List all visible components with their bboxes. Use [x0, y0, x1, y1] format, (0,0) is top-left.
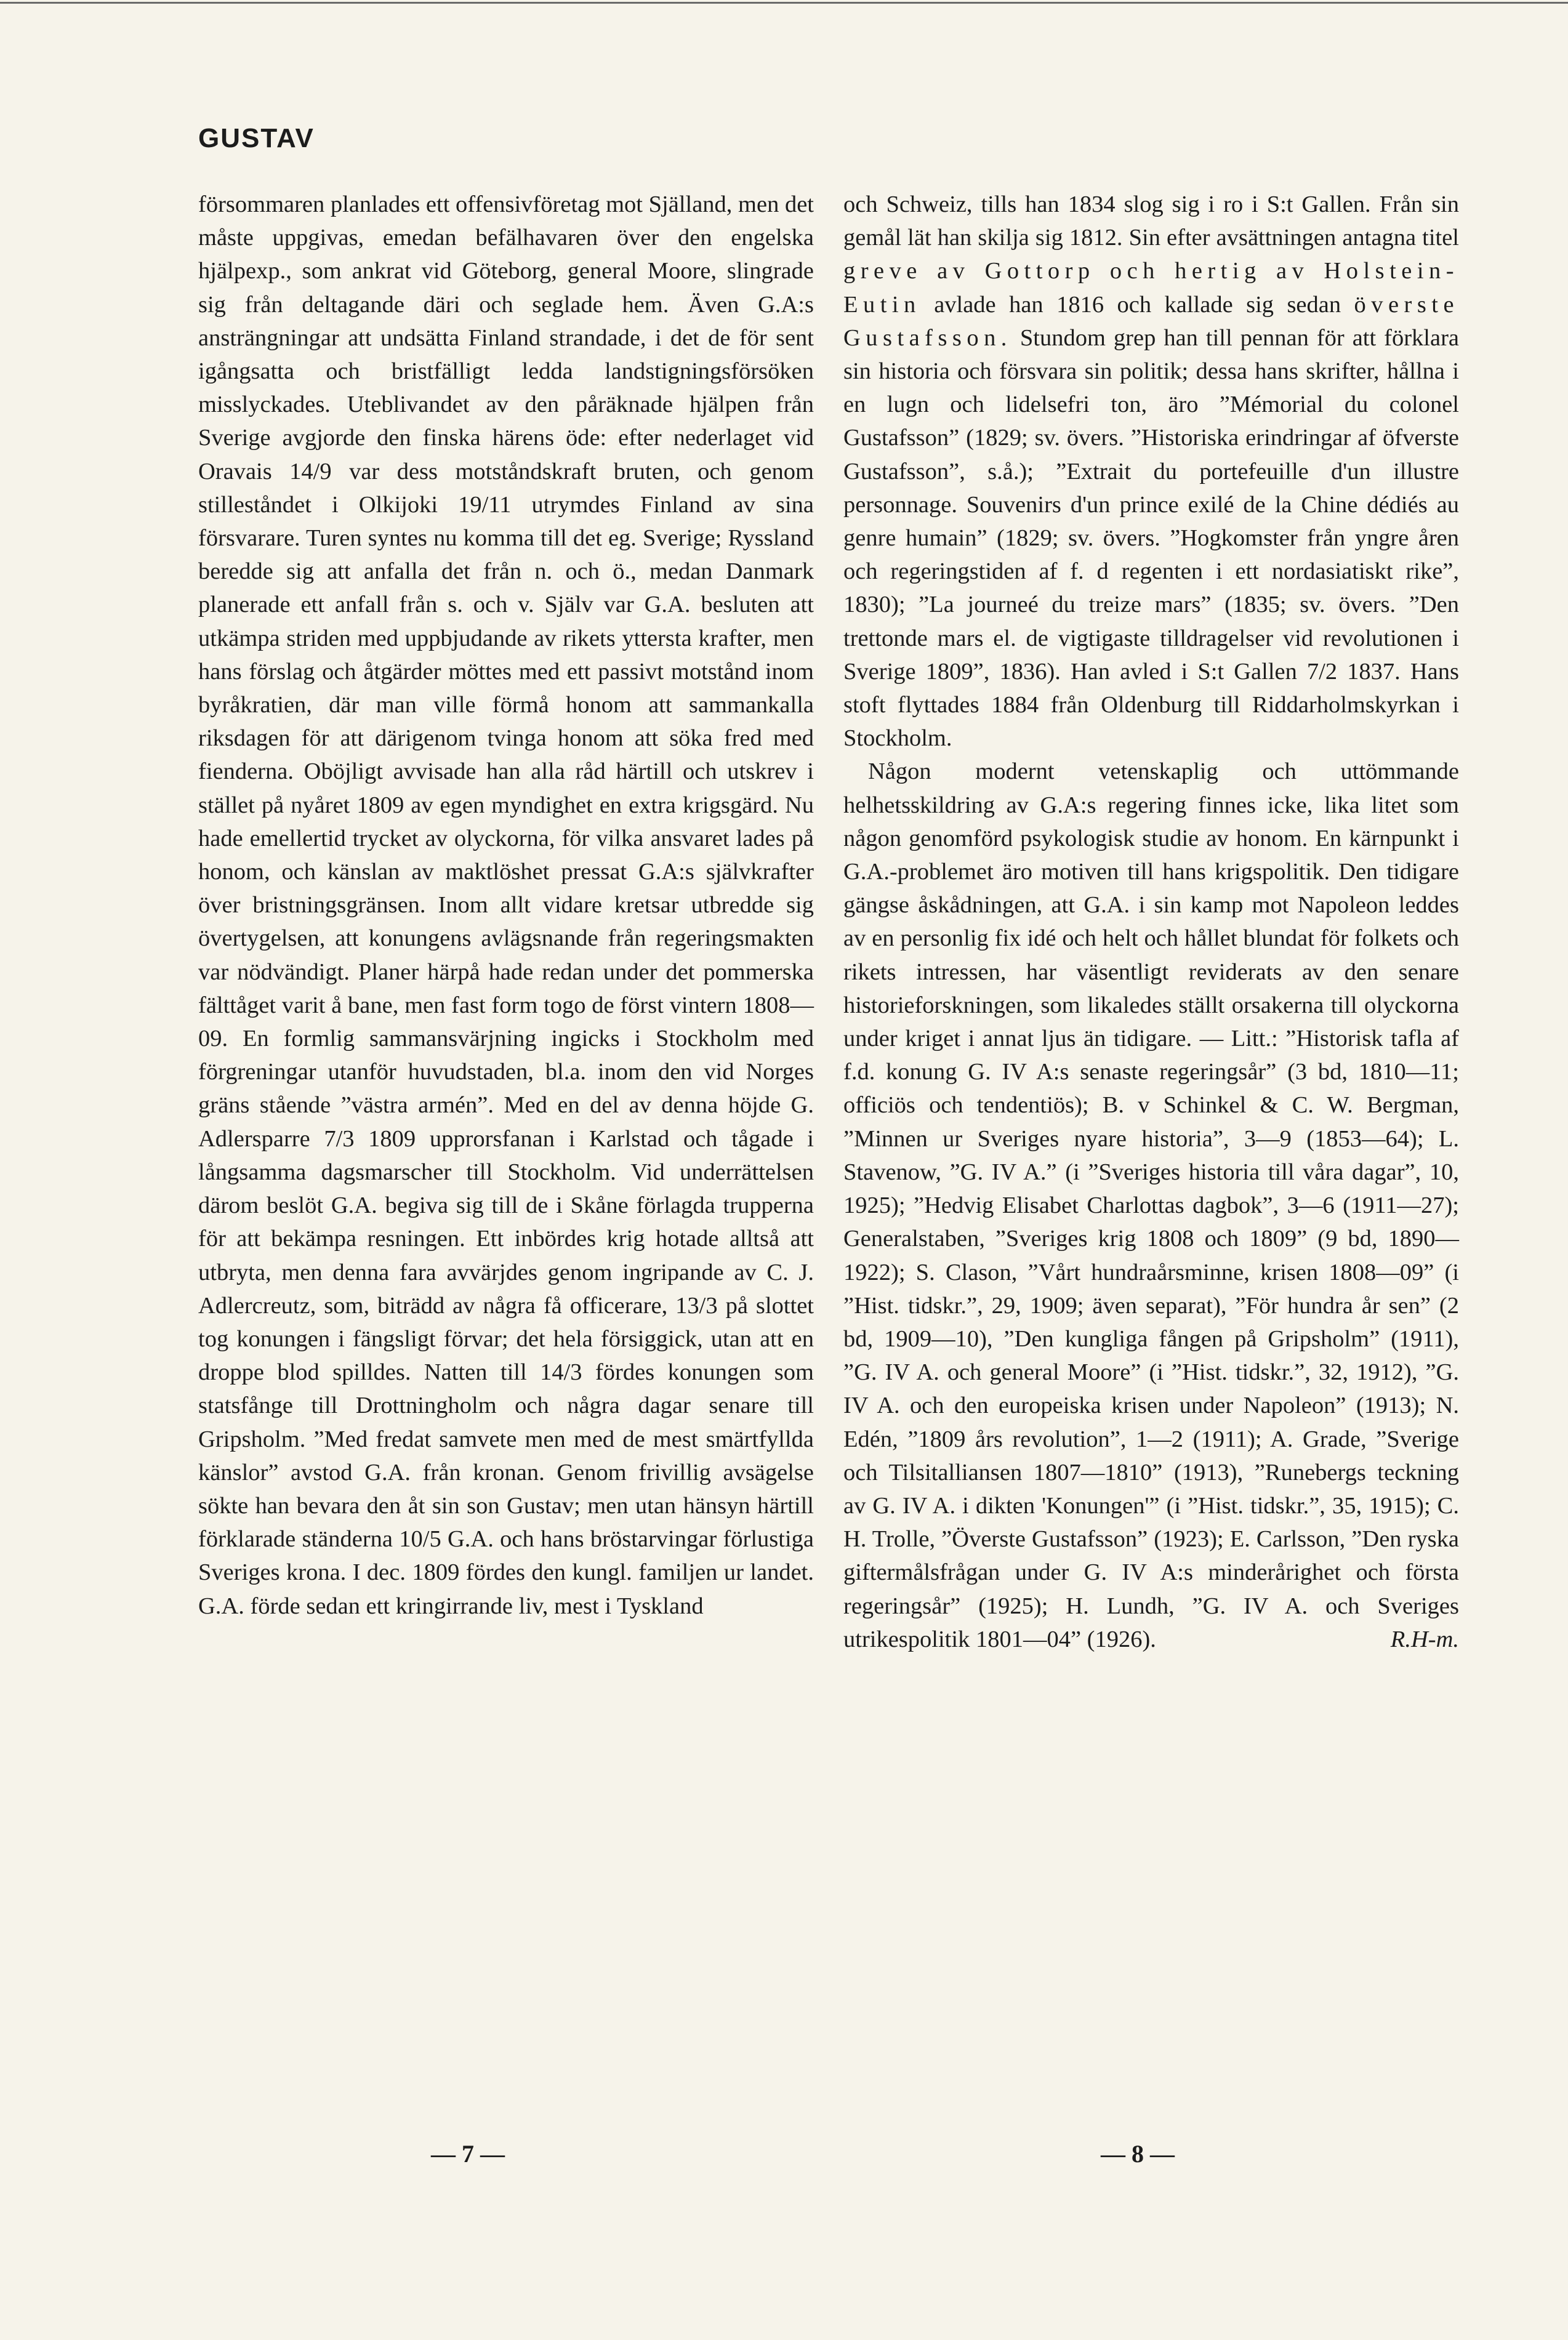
left-column — [198, 188, 814, 1623]
title-colonel: överste Gustafsson. — [843, 291, 1459, 351]
right-paragraph-1-a: och Schweiz, tills han 1834 slog sig i ro i S:t Gallen. Från sin gemål lät han skilja sig 1812. Sin efter avsättningen antagna titel — [843, 191, 1459, 251]
right-paragraph-1-c: Stundom grep han till pennan för att förklara sin historia och försvara sin politik; dessa hans skrifter, hållna i en lugn och lidelsefri ton, äro ”Mémorial du colonel Gustafsson” (1829; sv. övers. ”Historiska erindringar af öfverste Gustafsson”, s.å.); ”Extrait du portefeuille d'un illustre personnage. Souvenirs d'un prince exilé de la Chine dédiés au genre humain” (1829; sv. övers. ”Hogkomster från yngre åren och regeringstiden af f. d regenten i ett nordasiatiskt rike”, 1830); ”La journeé du treize mars” (1835; sv. övers. ”Den trettonde mars el. de vigtigaste tilldragelser vid revolutionen i Sverige 1809”, 1836). Han avled i S:t Gallen 7/2 1837. Hans stoft flyttades 1884 från Oldenburg till Riddarholmskyrkan i Stockholm. — [843, 324, 1459, 752]
right-column — [843, 188, 1459, 1656]
title-count: greve av Gottorp och hertig av Holstein-Eutin — [843, 258, 1459, 318]
left-column-text: försommaren planlades ett offensivföretag mot Själland, men det måste uppgivas, emedan befälhavaren över den engelska hjälpexp., som ankrat vid Göteborg, general Moore, slingrade sig från deltagande däri och seglade hem. Även G.A:s ansträngningar att undsätta Finland strandade, i det de för sent igångsatta och bristfälligt ledda landstigningsförsöken misslyckades. Uteblivandet av den påräknade hjälpen från Sverige avgjorde den finska härens öde: efter nederlaget vid Oravais 14/9 var dess motståndskraft bruten, och genom stilleståndet i Olkijoki 19/11 utrymdes Finland av sina försvarare. Turen syntes nu komma till det eg. Sverige; Ryssland beredde sig att anfalla det från n. och ö., medan Danmark planerade ett anfall från s. och v. Själv var G.A. besluten att utkämpa striden med uppbjudande av rikets yttersta krafter, men hans förslag och åtgärder möttes med ett passivt motstånd inom byråkratien, där man ville förmå honom att sammankalla riksdagen för att därigenom tvinga honom att söka fred med fienderna. Oböjligt avvisade han alla råd härtill och utskrev i stället på nyåret 1809 av egen myndighet en extra krigsgärd. Nu hade emellertid trycket av olyckorna, för vilka ansvaret lades på honom, och känslan av maktlöshet pressat G.A:s självkrafter över bristningsgränsen. Inom allt vidare kretsar utbredde sig övertygelsen, att konungens avlägsnande från regeringsmakten var nödvändigt. Planer härpå hade redan under det pommerska fälttåget varit å bane, men fast form togo de först vintern 1808—09. En formlig sammansvärjning ingicks i Stockholm med förgreningar utanför huvudstaden, bl.a. inom den vid Norges gräns stående ”västra armén”. Med en del av denna höjde G. Adlersparre 7/3 1809 upprorsfanan i Karlstad och tågade i långsamma dagsmarscher till Stockholm. Vid underrättelsen därom beslöt G.A. begiva sig till de i Skåne förlagda trupperna för att bekämpa resningen. Ett inbördes krig hotade alltså att utbryta, men denna fara avvärjdes genom ingripande av C. J. Adlercreutz, som, biträdd av några få officerare, 13/3 på slottet tog konungen i fängsligt förvar; det hela försiggick, utan att en droppe blod spilldes. Natten till 14/3 fördes konungen som statsfånge till Drottningholm och några dagar senare till Gripsholm. ”Med fredat samvete men med de mest smärtfyllda känslor” avstod G.A. från kronan. Genom frivillig avsägelse sökte han bevara den åt sin son Gustav; men utan hänsyn härtill förklarade ständerna 10/5 G.A. och hans bröstarvingar förlustiga Sveriges krona. I dec. 1809 fördes den kungl. familjen ur landet. G.A. förde sedan ett kringirrande liv, mest i Tyskland — [198, 191, 814, 1619]
right-paragraph-2 — [843, 755, 1459, 1655]
running-head: GUSTAV — [198, 123, 315, 153]
top-rule — [0, 2, 1568, 4]
author-signature: R.H-m. — [1390, 1626, 1459, 1652]
right-paragraph-1-b: avlade han 1816 och kallade sig sedan — [934, 291, 1341, 318]
page-number-right: — 8 — — [1101, 2140, 1175, 2168]
right-paragraph-1 — [843, 188, 1459, 755]
right-paragraph-2-text: Någon modernt vetenskaplig och uttömmande helhetsskildring av G.A:s regering finnes icke, lika litet som någon genomförd psykologisk studie av honom. En kärnpunkt i G.A.-problemet äro motiven till hans krigspolitik. Den tidigare gängse åskådningen, att G.A. i sin kamp mot Napoleon leddes av en personlig fix idé och helt och hållet blundat för folkets och rikets intressen, har väsentligt reviderats av den senare historieforskningen, som likaledes ställt orsakerna till olyckorna under kriget i annat ljus än tidigare. — Litt.: ”Historisk tafla af f.d. konung G. IV A:s senaste regeringsår” (3 bd, 1810—11; officiös och tendentiös); B. v Schinkel & C. W. Bergman, ”Minnen ur Sveriges nyare historia”, 3—9 (1853—64); L. Stavenow, ”G. IV A.” (i ”Sveriges historia till våra dagar”, 10, 1925); ”Hedvig Elisabet Charlottas dagbok”, 3—6 (1911—27); Generalstaben, ”Sveriges krig 1808 och 1809” (9 bd, 1890—1922); S. Clason, ”Vårt hundraårsminne, krisen 1808—09” (i ”Hist. tidskr.”, 29, 1909; även separat), ”För hundra år sen” (2 bd, 1909—10), ”Den kungliga fången på Gripsholm” (1911), ”G. IV A. och general Moore” (i ”Hist. tidskr.”, 32, 1912), ”G. IV A. och den europeiska krisen under Napoleon” (1913); N. Edén, ”1809 års revolution”, 1—2 (1911); A. Grade, ”Sverige och Tilsitalliansen 1807—1810” (1913), ”Runebergs teckning av G. IV A. i dikten 'Konungen'” (i ”Hist. tidskr.”, 35, 1915); C. H. Trolle, ”Överste Gustafsson” (1923); E. Carlsson, ”Den ryska giftermålsfrågan under G. IV A:s minderårighet och första regeringsår” (1925); H. Lundh, ”G. IV A. och Sveriges utrikespolitik 1801—04” (1926). — [843, 758, 1459, 1652]
page-number-left: — 7 — — [431, 2140, 505, 2168]
